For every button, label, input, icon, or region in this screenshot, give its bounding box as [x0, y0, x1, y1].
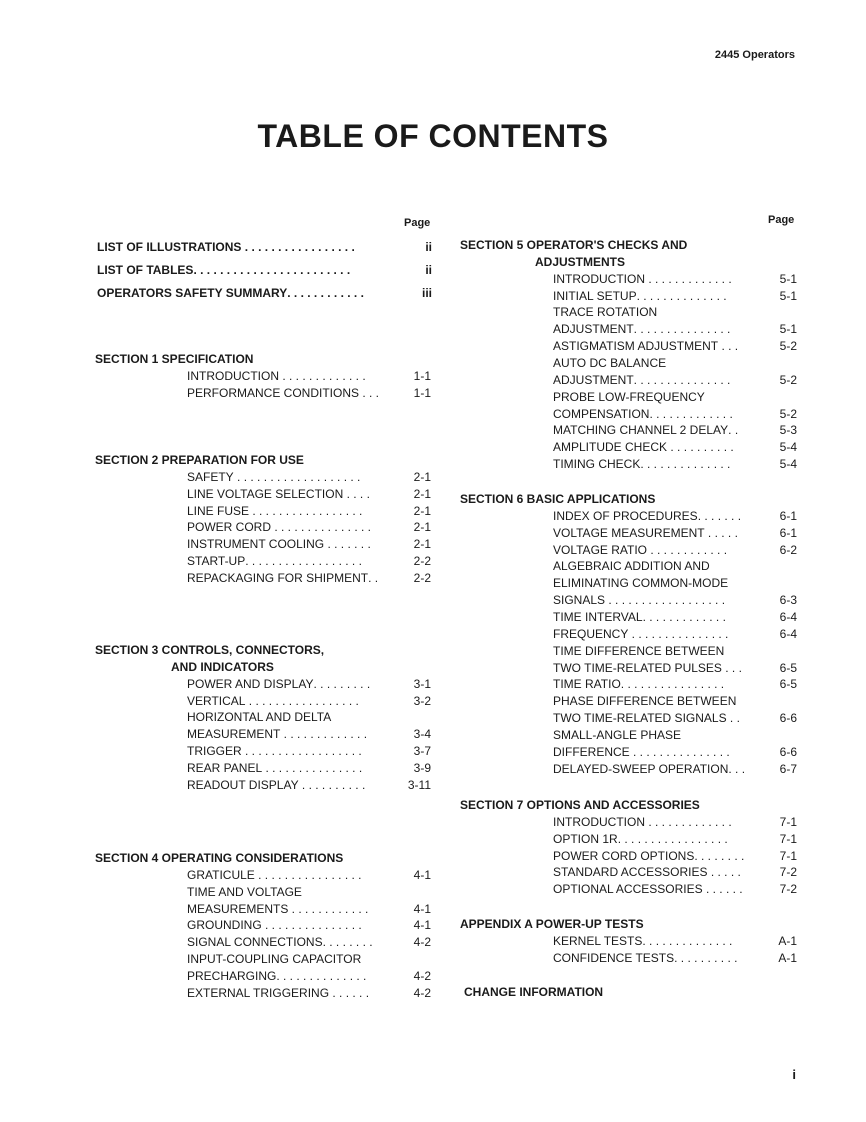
toc-entry[interactable] [553, 934, 797, 949]
toc-entry-page: 6-5 [779, 677, 797, 692]
toc-entry-page: 6-4 [779, 626, 797, 641]
toc-entry-page: ii [425, 263, 432, 277]
toc-entry-leader-dots: . . . . . . . . . . . . . . . [633, 372, 731, 387]
toc-entry-label: ALGEBRAIC ADDITION AND [553, 559, 710, 574]
toc-entry[interactable] [187, 969, 431, 984]
toc-entry[interactable] [553, 407, 797, 422]
toc-entry-page: 4-1 [413, 867, 431, 882]
toc-entry-label: AMPLITUDE CHECK [553, 440, 668, 455]
toc-entry-label: LIST OF ILLUSTRATIONS [97, 240, 242, 254]
toc-entry-page: ii [425, 240, 432, 254]
toc-entry-leader-dots: . . . . . . . . . . . . [647, 542, 728, 557]
toc-entry-leader-dots: . . . . . [707, 865, 741, 880]
page-title: TABLE OF CONTENTS [257, 118, 609, 154]
section-heading-continued: ADJUSTMENTS [535, 254, 626, 269]
toc-entry-page: 4-1 [413, 918, 431, 933]
toc-entry-label: VOLTAGE MEASUREMENT [553, 525, 705, 540]
toc-entry[interactable] [97, 240, 432, 255]
toc-entry-label: EXTERNAL TRIGGERING [187, 985, 330, 1000]
toc-entry-page: 3-1 [413, 676, 431, 691]
change-information-link[interactable]: CHANGE INFORMATION [464, 985, 604, 999]
toc-entry-page: 2-1 [413, 520, 431, 535]
section-heading-continued: AND INDICATORS [171, 659, 274, 674]
toc-entry-leader-dots: . . . . . . . [697, 508, 742, 523]
toc-entry[interactable] [553, 865, 797, 880]
toc-entry[interactable] [97, 263, 432, 278]
toc-entry-page: 6-7 [779, 761, 797, 776]
toc-entry[interactable] [187, 918, 431, 933]
toc-entry-page: 2-1 [413, 469, 431, 484]
toc-entry-label: DELAYED-SWEEP OPERATION [553, 761, 729, 776]
toc-entry[interactable] [187, 935, 431, 950]
toc-entry-leader-dots: . . [368, 570, 379, 585]
toc-entry-leader-dots: . . . . . . . . . . . . . . . . . . . . . . . . [193, 263, 351, 277]
toc-entry-leader-dots: . . . . . . . . . . . . . . . . [254, 867, 362, 882]
toc-entry-leader-dots: . . . . . . . . . . . . . . . . . [241, 240, 355, 254]
toc-entry-leader-dots: . . . [359, 385, 380, 400]
toc-entry-page: 2-1 [413, 503, 431, 518]
section-heading: SECTION 5 OPERATOR'S CHECKS AND [460, 238, 688, 252]
toc-entry[interactable] [553, 457, 797, 472]
toc-entry[interactable] [187, 554, 431, 569]
toc-entry-page: 1-1 [413, 368, 431, 383]
toc-entry[interactable] [553, 509, 797, 524]
toc-entry[interactable] [553, 543, 797, 558]
toc-entry-page: 4-1 [413, 901, 431, 916]
toc-entry[interactable] [187, 778, 431, 793]
toc-entry-leader-dots: . . . . . . . . . . . . . . [636, 288, 727, 303]
toc-entry-leader-dots: . . . . . . . . . . . . . . . . . . . [233, 469, 361, 484]
toc-entry-page: 2-1 [413, 486, 431, 501]
toc-entry-page: 5-4 [779, 440, 797, 455]
toc-entry-page: 5-1 [779, 288, 797, 303]
toc-entry[interactable] [553, 745, 797, 760]
toc-entry-label: PRECHARGING [187, 968, 277, 983]
toc-entry[interactable] [187, 744, 431, 759]
toc-entry-label: TIME AND VOLTAGE [187, 884, 302, 899]
toc-entry[interactable] [553, 440, 797, 455]
toc-entry-leader-dots: . . . . . . . [324, 537, 371, 552]
toc-entry-label: INPUT-COUPLING CAPACITOR [187, 952, 362, 967]
toc-entry-page: 2-1 [413, 537, 431, 552]
toc-entry-label: HORIZONTAL AND DELTA [187, 710, 332, 725]
toc-entry-leader-dots: . . . . . . . . . . . . [288, 901, 369, 916]
toc-entry-label: TIMING CHECK [553, 457, 641, 472]
section-heading: SECTION 1 SPECIFICATION [95, 352, 254, 366]
toc-entry-leader-dots: . . . . . . . . . . . . . . . [628, 626, 729, 641]
right-page-column-heading: Page [768, 214, 795, 226]
toc-entry-label: INTRODUCTION [553, 271, 645, 286]
toc-entry-page: 6-3 [779, 593, 797, 608]
toc-entry[interactable] [187, 727, 431, 742]
toc-entry-label: DIFFERENCE [553, 744, 630, 759]
section-heading: SECTION 6 BASIC APPLICATIONS [460, 492, 656, 506]
toc-entry[interactable] [97, 286, 432, 301]
toc-entry-label: MEASUREMENT [187, 727, 281, 742]
toc-entry-page: 2-2 [413, 570, 431, 585]
toc-entry[interactable] [553, 390, 797, 405]
toc-entry-page: 3-9 [413, 760, 431, 775]
section-heading: APPENDIX A POWER-UP TESTS [460, 917, 644, 931]
toc-entry-leader-dots: . . . . . . . . . . . . . . [276, 968, 367, 983]
toc-entry[interactable] [553, 610, 797, 625]
toc-entry[interactable] [187, 487, 431, 502]
toc-entry-leader-dots: . . . . [343, 486, 370, 501]
toc-entry[interactable] [187, 694, 431, 709]
toc-entry-label: LINE FUSE [187, 503, 250, 518]
toc-entry[interactable] [553, 832, 797, 847]
toc-entry-leader-dots: . . . . . . [329, 985, 370, 1000]
toc-entry-page: 1-1 [413, 385, 431, 400]
toc-entry-leader-dots: . . . . . . . . . . . . . [279, 368, 366, 383]
toc-entry-page: 6-2 [779, 542, 797, 557]
toc-entry-label: SIGNAL CONNECTIONS [187, 935, 323, 950]
toc-entry-label: INTRODUCTION [553, 814, 645, 829]
toc-entry[interactable] [553, 559, 797, 574]
toc-entry-leader-dots: . . . . . . . . . . . . . [280, 727, 368, 742]
toc-entry-label: SMALL-ANGLE PHASE [553, 727, 682, 742]
toc-entry-leader-dots: . . . . . . . . . . . . . . . [262, 760, 363, 775]
page-number: i [792, 1067, 796, 1082]
toc-entry[interactable] [553, 661, 797, 676]
toc-entry-label: PROBE LOW-FREQUENCY [553, 389, 705, 404]
toc-entry-leader-dots: . . . . . . . . . . . . . . . . [620, 677, 725, 692]
toc-entry-leader-dots: . . . . . [704, 525, 738, 540]
toc-entry[interactable] [553, 305, 797, 320]
toc-entry-leader-dots: . . . . . . . . . . . . . . . [271, 520, 372, 535]
toc-entry-leader-dots: . . . . . . . . . . . . [287, 286, 364, 300]
toc-entry-label: STANDARD ACCESSORIES [553, 865, 708, 880]
toc-entry-label: AUTO DC BALANCE [553, 355, 667, 370]
toc-entry-page: 4-2 [413, 985, 431, 1000]
toc-entry-leader-dots: . . . . . . . . . . . . . . . . . . [605, 593, 726, 608]
toc-entry[interactable] [553, 373, 797, 388]
toc-entry[interactable] [187, 902, 431, 917]
toc-entry-page: 3-4 [413, 727, 431, 742]
toc-entry-page: 5-2 [779, 406, 797, 421]
toc-entry-leader-dots: . . . . . . . . . . . . . . [640, 457, 731, 472]
toc-entry-page: 7-1 [779, 831, 797, 846]
toc-entry[interactable] [187, 571, 431, 586]
toc-entry-label: OPERATORS SAFETY SUMMARY [97, 286, 288, 300]
toc-entry-page: 7-2 [779, 882, 797, 897]
section-heading: SECTION 2 PREPARATION FOR USE [95, 453, 304, 467]
toc-entry[interactable] [187, 868, 431, 883]
toc-entry-page: 3-11 [407, 777, 431, 792]
toc-entry-label: INDEX OF PROCEDURES [553, 508, 698, 523]
toc-entry-leader-dots: . . . . . . . . . . . . . . . . . [617, 831, 728, 846]
toc-entry-leader-dots: . . . [718, 339, 739, 354]
toc-entry[interactable] [553, 593, 797, 608]
toc-entry-page: 5-3 [779, 423, 797, 438]
toc-entry[interactable] [553, 423, 797, 438]
toc-entry-label: VERTICAL [187, 693, 246, 708]
toc-entry-label: LINE VOLTAGE SELECTION [187, 486, 344, 501]
toc-entry-label: GRATICULE [187, 867, 255, 882]
toc-entry-label: SAFETY [187, 469, 234, 484]
toc-entry[interactable] [553, 576, 797, 591]
toc-entry-label: MATCHING CHANNEL 2 DELAY [553, 423, 729, 438]
toc-entry-label: TIME DIFFERENCE BETWEEN [553, 643, 725, 658]
toc-entry[interactable] [553, 849, 797, 864]
toc-entry[interactable] [187, 710, 431, 725]
toc-entry-label: START-UP [187, 554, 246, 569]
toc-entry-label: FREQUENCY [553, 626, 629, 641]
toc-entry-page: 6-6 [779, 744, 797, 759]
toc-entry[interactable] [187, 986, 431, 1001]
toc-entry-page: iii [421, 286, 432, 300]
toc-entry-label: TWO TIME-RELATED SIGNALS [553, 711, 727, 726]
toc-entry[interactable] [553, 815, 797, 830]
toc-entry-label: OPTIONAL ACCESSORIES [553, 882, 703, 897]
toc-entry-label: ADJUSTMENT [553, 322, 634, 337]
toc-entry[interactable] [553, 951, 797, 966]
toc-entry-page: 4-2 [413, 968, 431, 983]
toc-entry[interactable] [187, 952, 431, 967]
section-heading: SECTION 7 OPTIONS AND ACCESSORIES [460, 798, 700, 812]
toc-entry[interactable] [187, 386, 431, 401]
section-heading: SECTION 4 OPERATING CONSIDERATIONS [95, 851, 344, 865]
toc-entry-label: TIME RATIO [553, 677, 621, 692]
toc-entry-leader-dots: . . . . . . . . . . . . . . . [629, 744, 730, 759]
toc-entry-label: INTRODUCTION [187, 368, 279, 383]
toc-entry[interactable] [553, 694, 797, 709]
toc-entry-label: SIGNALS [553, 593, 606, 608]
toc-entry-label: TIME INTERVAL [553, 609, 643, 624]
toc-entry-label: PERFORMANCE CONDITIONS [187, 385, 360, 400]
toc-entry-page: A-1 [778, 950, 797, 965]
toc-entry-page: 7-1 [779, 814, 797, 829]
toc-entry-label: LIST OF TABLES [97, 263, 194, 277]
toc-entry[interactable] [187, 885, 431, 900]
toc-entry[interactable] [187, 470, 431, 485]
toc-entry-label: KERNEL TESTS [553, 933, 643, 948]
toc-entry-page: 5-2 [779, 372, 797, 387]
toc-entry-leader-dots: . . . . . . . . . . . . . . . [261, 918, 362, 933]
toc-entry-label: TRACE ROTATION [553, 305, 658, 320]
toc-entry-page: 5-1 [779, 322, 797, 337]
left-page-column-heading: Page [404, 217, 431, 229]
toc-entry-leader-dots: . . [726, 711, 740, 726]
toc-entry-label: ADJUSTMENT [553, 372, 634, 387]
toc-entry-page: A-1 [778, 933, 797, 948]
toc-entry-leader-dots: . . . . . . . . . . . . . . . [633, 322, 731, 337]
toc-entry-leader-dots: . . . . . . . . . . [674, 950, 738, 965]
toc-entry-page: 6-1 [779, 508, 797, 523]
toc-entry-leader-dots: . . . [721, 660, 742, 675]
toc-entry-label: ELIMINATING COMMON-MODE [553, 576, 729, 591]
toc-entry-label: PHASE DIFFERENCE BETWEEN [553, 694, 737, 709]
toc-entry-label: INITIAL SETUP [553, 288, 637, 303]
toc-entry-leader-dots: . . . . . . [702, 882, 743, 897]
toc-entry-page: 6-1 [779, 525, 797, 540]
toc-entry-label: READOUT DISPLAY [187, 777, 299, 792]
toc-entry-leader-dots: . . . . . . . . . . . . . . . . . [249, 503, 363, 518]
toc-entry-leader-dots: . . . . . . . . . . . . . . . . . . [245, 554, 362, 569]
toc-entry-leader-dots: . . . . . . . . [322, 935, 373, 950]
toc-entry-leader-dots: . . . . . . . . . . [667, 440, 734, 455]
toc-entry-page: 7-2 [779, 865, 797, 880]
toc-entry-leader-dots: . . . . . . . . . . . . . [649, 406, 733, 421]
toc-entry-label: MEASUREMENTS [187, 901, 289, 916]
toc-entry-leader-dots: . . . . . . . . . . . . . [645, 271, 732, 286]
toc-entry-label: COMPENSATION [553, 406, 650, 421]
toc-entry-leader-dots: . . . [728, 761, 746, 776]
toc-entry[interactable] [187, 761, 431, 776]
toc-entry-leader-dots: . . [728, 423, 739, 438]
toc-entry-page: 2-2 [413, 554, 431, 569]
toc-entry-label: VOLTAGE RATIO [553, 542, 648, 557]
toc-entry-page: 3-7 [413, 744, 431, 759]
toc-entry[interactable] [553, 356, 797, 371]
toc-entry[interactable] [553, 289, 797, 304]
toc-entry-label: POWER CORD OPTIONS [553, 848, 695, 863]
toc-entry-label: TRIGGER [187, 744, 242, 759]
toc-entry[interactable] [553, 272, 797, 287]
toc-entry-leader-dots: . . . . . . . . . . . . . . . . . . [241, 744, 362, 759]
toc-entry-label: POWER AND DISPLAY [187, 676, 314, 691]
toc-entry-label: OPTION 1R [553, 831, 618, 846]
toc-entry[interactable] [553, 526, 797, 541]
toc-entry-leader-dots: . . . . . . . . [694, 848, 745, 863]
toc-entry-label: GROUNDING [187, 918, 262, 933]
toc-entry[interactable] [553, 882, 797, 897]
toc-entry-leader-dots: . . . . . . . . . [313, 676, 371, 691]
toc-entry-page: 7-1 [779, 848, 797, 863]
toc-entry[interactable] [553, 728, 797, 743]
toc-entry-page: 5-4 [779, 457, 797, 472]
toc-entry-label: TWO TIME-RELATED PULSES [553, 660, 722, 675]
toc-entry[interactable] [553, 762, 797, 777]
toc-entry-label: REPACKAGING FOR SHIPMENT [187, 570, 369, 585]
toc-entry-page: 5-1 [779, 271, 797, 286]
toc-entry-leader-dots: . . . . . . . . . . . . . . [642, 933, 733, 948]
toc-entry-page: 6-6 [779, 711, 797, 726]
toc-entry-page: 6-4 [779, 609, 797, 624]
toc-entry[interactable] [553, 644, 797, 659]
toc-entry-page: 5-2 [779, 339, 797, 354]
toc-entry-page: 3-2 [413, 693, 431, 708]
toc-entry[interactable] [187, 504, 431, 519]
toc-entry-label: ASTIGMATISM ADJUSTMENT [553, 339, 719, 354]
toc-entry[interactable] [553, 677, 797, 692]
toc-entry-leader-dots: . . . . . . . . . . . . . [645, 814, 732, 829]
document-label: 2445 Operators [714, 49, 795, 61]
toc-entry-label: POWER CORD [187, 520, 271, 535]
toc-entry[interactable] [187, 520, 431, 535]
toc-entry-label: INSTRUMENT COOLING [187, 537, 325, 552]
toc-entry-page: 4-2 [413, 935, 431, 950]
toc-entry[interactable] [553, 627, 797, 642]
section-heading: SECTION 3 CONTROLS, CONNECTORS, [95, 643, 325, 657]
toc-entry-leader-dots: . . . . . . . . . . . . . [642, 609, 726, 624]
toc-entry-leader-dots: . . . . . . . . . . . . . . . . . [245, 693, 359, 708]
toc-entry-leader-dots: . . . . . . . . . . [298, 777, 366, 792]
toc-entry-label: CONFIDENCE TESTS [553, 950, 675, 965]
toc-entry[interactable] [187, 677, 431, 692]
toc-entry-label: REAR PANEL [187, 760, 263, 775]
toc-entry[interactable] [553, 322, 797, 337]
toc-entry[interactable] [187, 537, 431, 552]
toc-entry-page: 6-5 [779, 660, 797, 675]
toc-entry[interactable] [553, 339, 797, 354]
toc-entry[interactable] [187, 369, 431, 384]
toc-entry[interactable] [553, 711, 797, 726]
